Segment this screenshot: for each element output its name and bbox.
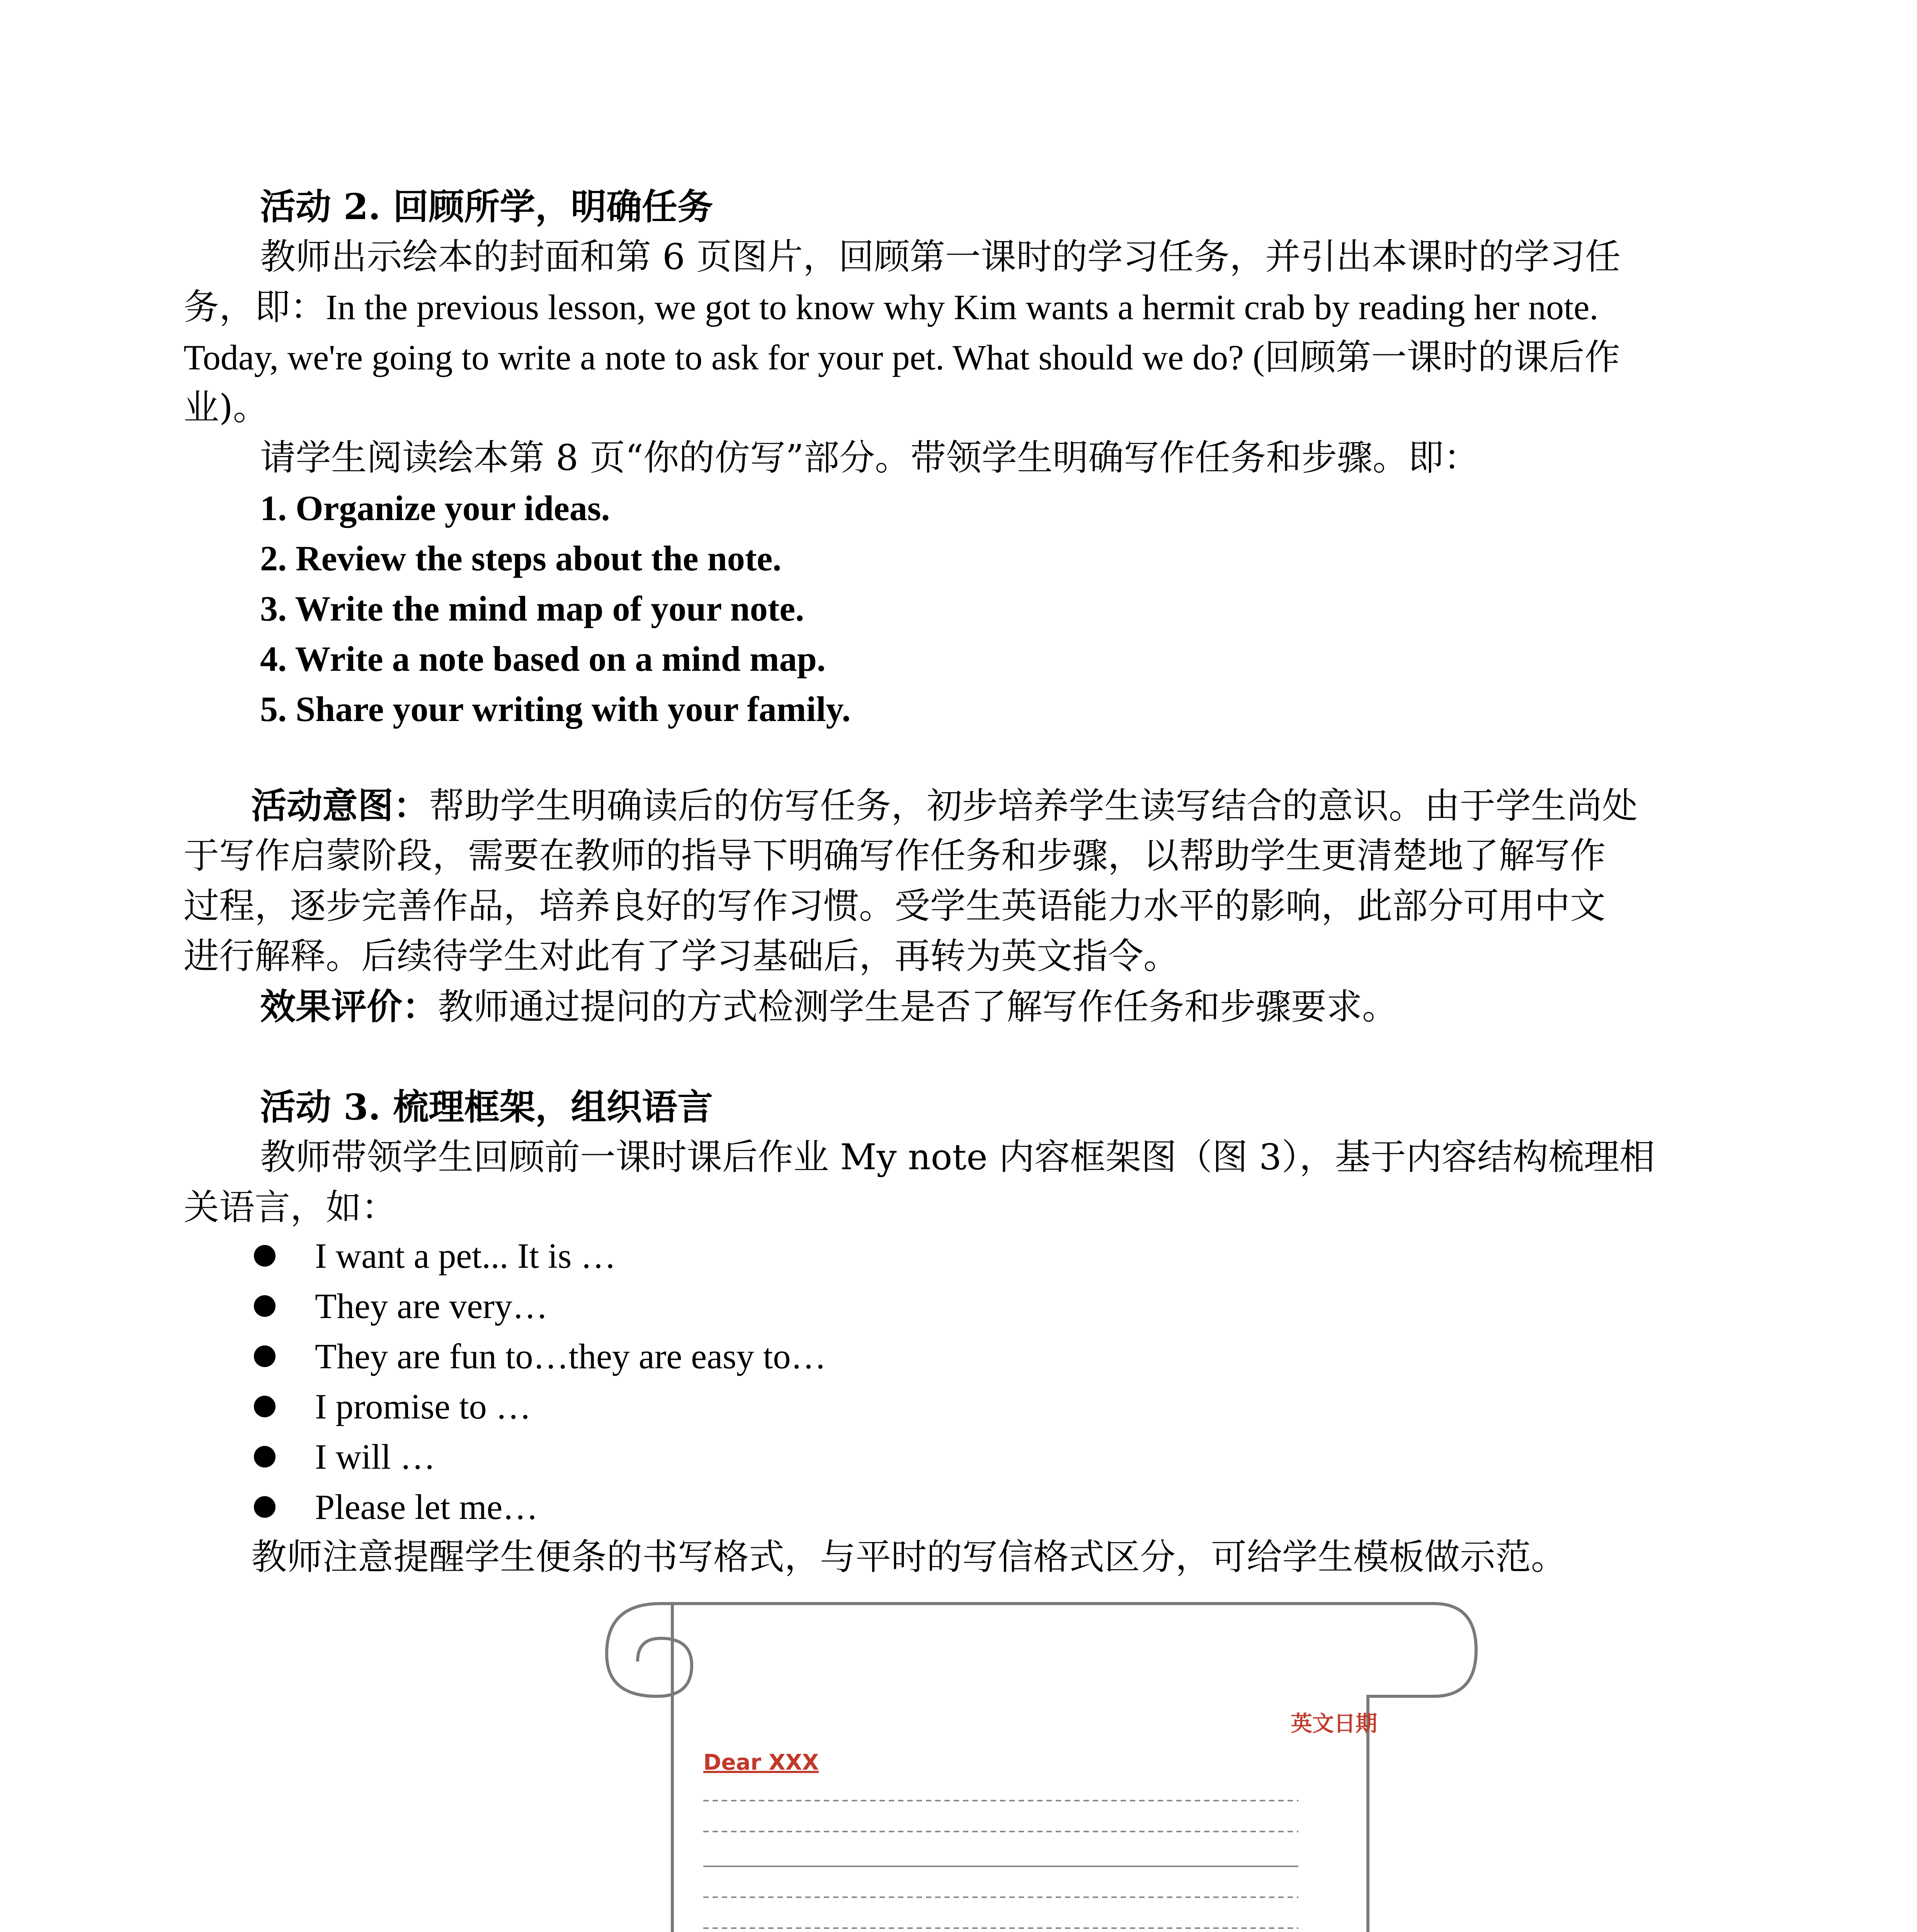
intent-line2: 于写作启蒙阶段，需要在教师的指导下明确写作任务和步骤，以帮助学生更清楚地了解写作 <box>184 835 1606 876</box>
bullet-dot <box>254 1245 276 1267</box>
bullet-item: They are very… <box>315 1286 548 1326</box>
activity3-heading: 活动 3. 梳理框架，组织语言 <box>260 1086 713 1128</box>
greeting: Dear XXX <box>703 1750 819 1775</box>
note-template-figure <box>572 1600 1507 1932</box>
activity2-p1-line3: Today, we're going to write a note to ask for your pet. What should we do? (回顾第一课时的课后作 <box>184 338 1620 377</box>
intent-line4: 进行解释。后续待学生对此有了学习基础后，再转为英文指令。 <box>184 935 1179 977</box>
activity2-p2: 请学生阅读绘本第 8 页“你的仿写”部分。带领学生明确写作任务和步骤。即： <box>260 437 1480 478</box>
bullet-dot <box>254 1396 276 1417</box>
bullet-item: I promise to … <box>315 1387 531 1426</box>
eval-text: 教师通过提问的方式检测学生是否了解写作任务和步骤要求。 <box>438 986 1398 1027</box>
bullet-dot <box>254 1496 276 1518</box>
activity3-p2: 教师注意提醒学生便条的书写格式，与平时的写信格式区分，可给学生模板做示范。 <box>251 1536 1567 1578</box>
eval-label: 效果评价： <box>260 986 438 1027</box>
bullet-dot <box>254 1295 276 1317</box>
activity2-p1-line1: 教师出示绘本的封面和第 6 页图片，回顾第一课时的学习任务，并引出本课时的学习任 <box>260 236 1621 277</box>
writing-lines <box>703 1801 1318 1932</box>
step-item: 2. Review the steps about the note. <box>260 539 782 578</box>
step-item: 3. Write the mind map of your note. <box>260 589 805 628</box>
bullet-dot <box>254 1345 276 1367</box>
activity2-heading: 活动 2. 回顾所学，明确任务 <box>260 186 713 228</box>
activity3-p1-line1: 教师带领学生回顾前一课时课后作业 My note 内容框架图（图 3），基于内容结构梳理相 <box>260 1136 1655 1178</box>
bullet-item: They are fun to…they are easy to… <box>315 1337 827 1376</box>
activity2-p1-line4: 业)。 <box>184 387 269 428</box>
intent-line1 <box>251 781 1638 831</box>
intent-label: 活动意图： <box>251 785 429 827</box>
date-label: 英文日期 <box>1291 1711 1377 1736</box>
step-item: 5. Share your writing with your family. <box>260 689 851 729</box>
intent-line3: 过程，逐步完善作品，培养良好的写作习惯。受学生英语能力水平的影响，此部分可用中文 <box>184 885 1606 927</box>
bullet-dot <box>254 1446 276 1468</box>
activity2-p1-line2: 务，即：In the previous lesson, we got to know why Kim wants a hermit crab by reading her note. <box>184 287 1599 327</box>
intent-text: 帮助学生明确读后的仿写任务，初步培养学生读写结合的意识。由于学生尚处 <box>429 785 1638 827</box>
bullet-item: I want a pet... It is … <box>315 1236 616 1276</box>
step-item: 4. Write a note based on a mind map. <box>260 639 826 679</box>
activity3-p1-line2: 关语言，如： <box>184 1187 397 1228</box>
bullet-item: I will … <box>315 1437 435 1476</box>
step-item: 1. Organize your ideas. <box>260 488 610 528</box>
bullet-item: Please let me… <box>315 1487 538 1527</box>
eval-line <box>260 981 1398 1032</box>
